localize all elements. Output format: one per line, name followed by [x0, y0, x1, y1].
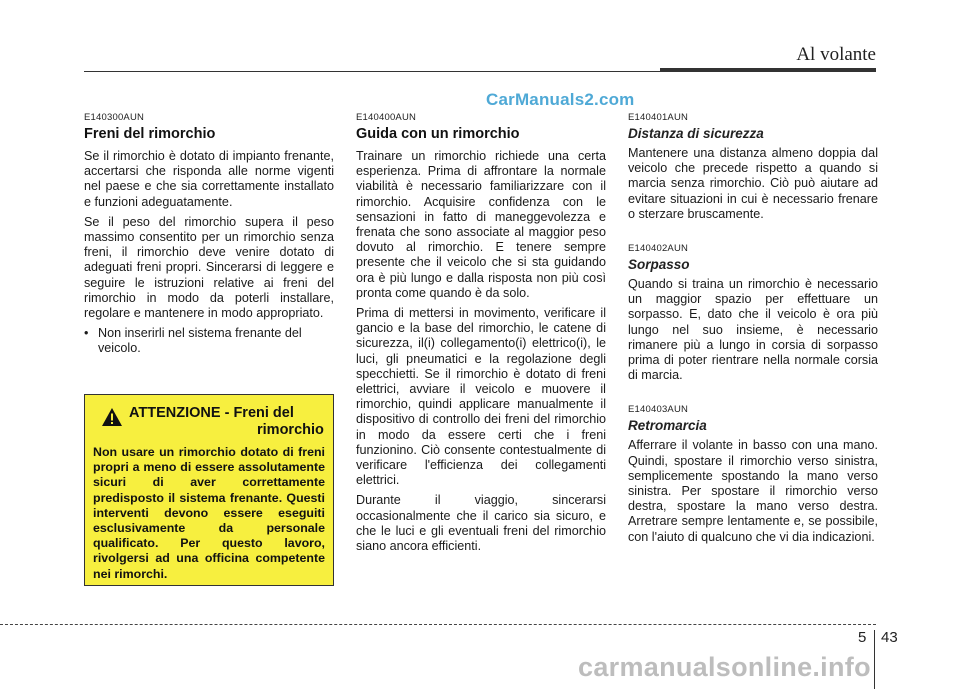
- section-heading: Guida con un rimorchio: [356, 126, 520, 142]
- bullet-text: Non inserirli nel sistema frenante del veicolo.: [98, 326, 302, 356]
- bullet-dot: •: [84, 326, 89, 341]
- section-number: 5: [858, 629, 867, 646]
- page-number: 43: [881, 629, 898, 646]
- header-accent-bar: [660, 68, 876, 72]
- section-code: E140403AUN: [628, 404, 689, 416]
- paragraph: Afferrare il volante in basso con una mano. Quindi, spostare il rimorchio verso sinistra, semplicemente spostando la mano verso sinistra. Per spostare il rimorchio verso destra, spostare la mano verso destra. Arretrare sempre lentamente e, se possibile, con l'aiuto di qualcuno che vi dia indicazioni.: [628, 438, 878, 544]
- warning-text: Non usare un rimorchio dotato di freni propri a meno di essere assolutamente sicuri di aver correttamente predisposto il sistema frenante. Questi interventi devono essere eseguiti esclusivamente da personale qualificato. Per questo lavoro, rivolgersi ad una officina competente nei rimorchi.: [93, 445, 325, 581]
- subsection-heading: Sorpasso: [628, 257, 690, 273]
- paragraph: Mantenere una distanza almeno doppia dal veicolo che precede rispetto a quando si marcia senza rimorchio. Ciò può aiutare ad evitare situazioni in cui è necessario frenare o sterzare bruscamente.: [628, 146, 878, 221]
- column-driving-tips: [628, 112, 878, 550]
- warning-triangle-icon: [101, 407, 123, 427]
- paragraph: Se il peso del rimorchio supera il peso massimo consentito per un rimorchio senza freni, il rimorchio deve venire dotato di adeguati freni propri. Sincerarsi di leggere e seguire le istruzioni relative ai freni del rimorchio in modo da poterli installare, regolare e mantenere in modo appropriato.: [84, 214, 334, 321]
- column-towing: [356, 112, 606, 559]
- paragraph: Durante il viaggio, sincerarsi occasionalmente che il carico sia sicuro, e che le luci e gli eventuali freni del rimorchio siano ancora efficienti.: [356, 493, 606, 554]
- column-brakes: [84, 112, 334, 362]
- paragraph: Prima di mettersi in movimento, verificare il gancio e la base del rimorchio, le catene di sicurezza, il(i) collegamento(i) elettrico(i), le luci, gli pneumatici e la regolazione degli specchietti. Se il rimorchio è dotato di freni elettrici, avviare il veicolo e muovere il rimorchio, quindi applicare manualmente il dispositivo di controllo dei freni del rimorchio in modo da essere certi che i freni funzionino. Ciò consente contestualmente di verificare l'efficienza dei collegamenti elettrici.: [356, 306, 606, 488]
- warning-title-line1: ATTENZIONE - Freni del: [129, 405, 294, 421]
- section-code: E140300AUN: [84, 112, 145, 123]
- subsection-heading: Retromarcia: [628, 418, 707, 434]
- warning-box: [84, 394, 334, 586]
- warning-header: [93, 405, 325, 439]
- warning-title-line2: rimorchio: [257, 422, 324, 438]
- section-code: E140402AUN: [628, 243, 689, 255]
- warning-title: [129, 405, 324, 439]
- footer-rule: [0, 624, 876, 625]
- paragraph: Se il rimorchio è dotato di impianto frenante, accertarsi che risponda alle norme vigenti nel paese e che sia correttamente installato e funzioni adeguatamente.: [84, 149, 334, 209]
- paragraph: Quando si traina un rimorchio è necessario un maggior spazio per effettuare un sorpasso. E, dato che il veicolo è ora più lungo nel suo insieme, è necessario rimanere più a lungo in corsia di sorpasso prima di poter rientrare nella normale corsia di marcia.: [628, 277, 878, 383]
- section-heading: Freni del rimorchio: [84, 126, 216, 142]
- watermark-carmanualsonline[interactable]: carmanualsonline.info: [578, 652, 871, 682]
- footer-divider: [874, 630, 875, 689]
- section-code: E140401AUN: [628, 112, 689, 123]
- bullet-item: [84, 326, 334, 356]
- chapter-title: Al volante: [796, 44, 876, 65]
- watermark-carmanuals[interactable]: CarManuals2.com: [486, 90, 635, 109]
- section-code: E140400AUN: [356, 112, 417, 123]
- subsection-heading: Distanza di sicurezza: [628, 126, 764, 141]
- paragraph: Trainare un rimorchio richiede una certa esperienza. Prima di affrontare la normale viabilità è necessario familiarizzare con il rimorchio. Acquisire confidenza con le sensazioni in fatto di maneggevolezza e frenata che sono associate al maggior peso dovuto al rimorchio. E tenere sempre presente che il veicolo che si sta guidando ora è più lungo e dalla risposta non più così pronta come quando è da solo.: [356, 149, 606, 300]
